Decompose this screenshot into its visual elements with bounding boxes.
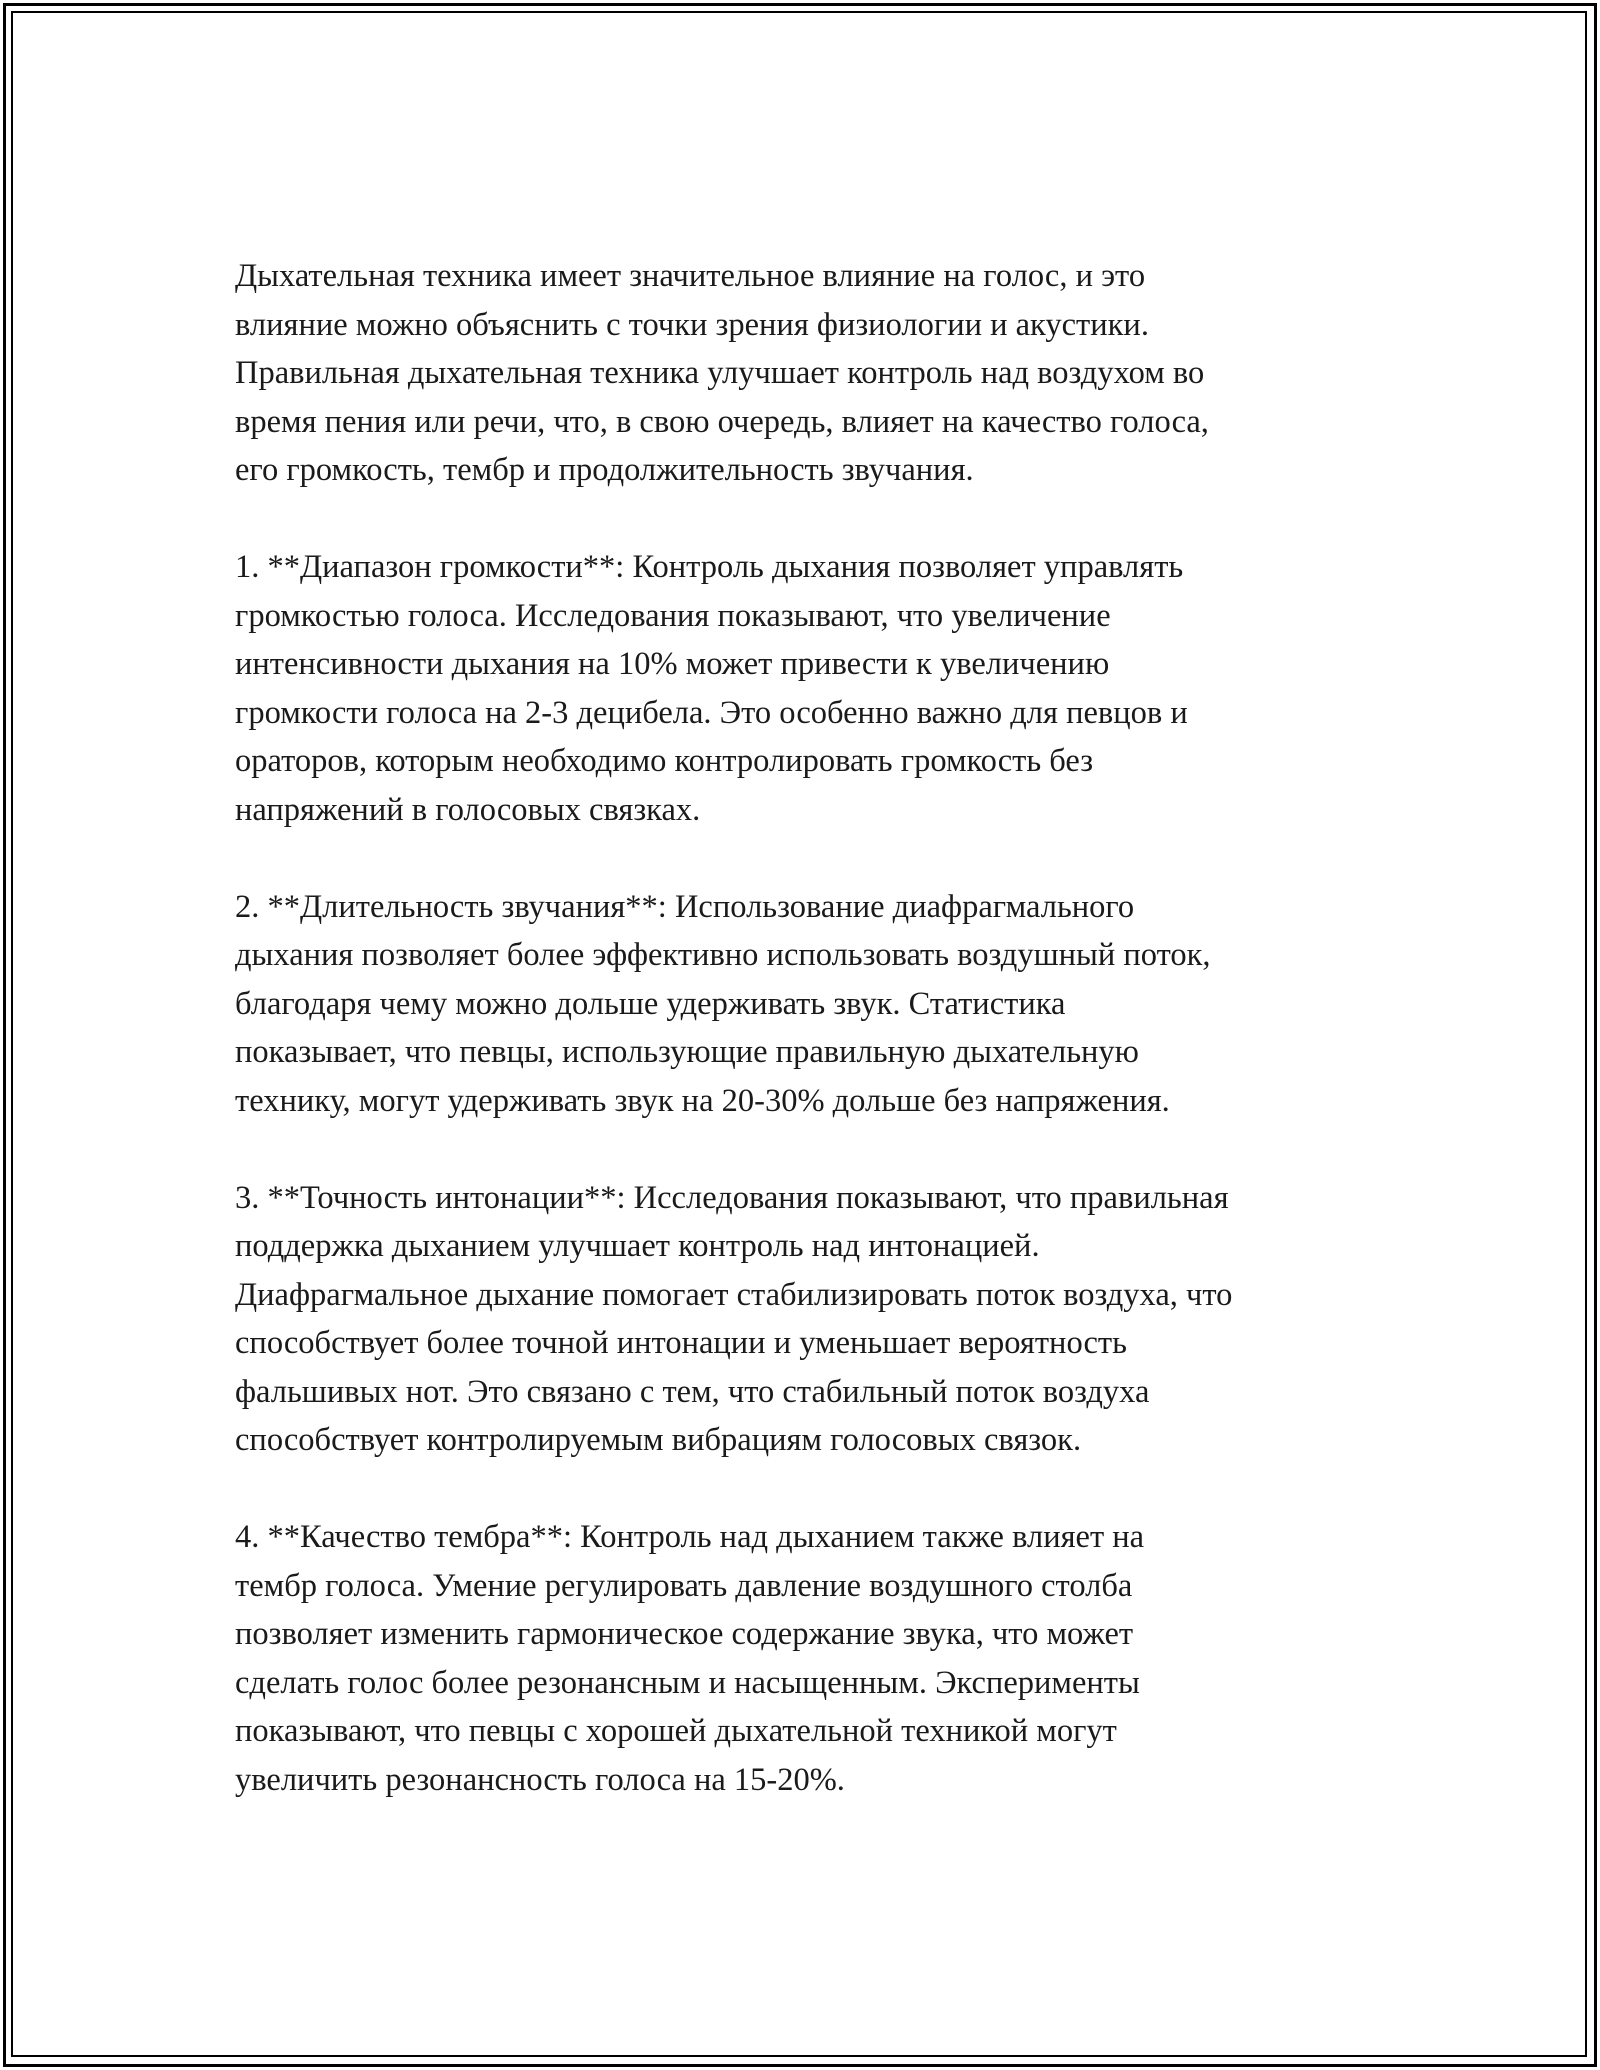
paragraph-timbre-quality: 4. **Качество тембра**: Контроль над дыханием также влияет на тембр голоса. Умение регулировать давление воздушного столба позволяет изменить гармоническое содержание звука, что может сделать голос более резонансным и насыщенным. Эксперименты показывают, что певцы с хорошей дыхательной техникой могут увеличить резонансность голоса на 15-20%. [235, 1519, 1145, 1798]
paragraph-volume-range: 1. **Диапазон громкости**: Контроль дыхания позволяет управлять громкостью голоса. Исследования показывают, что увеличение интенсивности дыхания на 10% может привести к увеличению громкости голоса на 2-3 децибела. Это особенно важно для певцов и ораторов, которым необходимо контролировать громкость без напряжений в голосовых связках. [235, 549, 1188, 828]
paragraph-sound-duration: 2. **Длительность звучания**: Использование диафрагмального дыхания позволяет более эффективно использовать воздушный поток, благодаря чему можно дольше удерживать звук. Статистика показывает, что певцы, использующие правильную дыхательную технику, могут удерживать звук на 20-30% дольше без напряжения. [235, 888, 1211, 1119]
intro-paragraph: Дыхательная техника имеет значительное влияние на голос, и это влияние можно объяснить с точки зрения физиологии и акустики. Правильная дыхательная техника улучшает контроль над воздухом во время пения или речи, что, в свою очередь, влияет на качество голоса, его громкость, тембр и продолжительность звучания. [235, 258, 1209, 488]
document-body [235, 252, 1395, 1853]
paragraph-intonation-accuracy: 3. **Точность интонации**: Исследования показывают, что правильная поддержка дыханием улучшает контроль над интонацией. Диафрагмальное дыхание помогает стабилизировать поток воздуха, что способствует более точной интонации и уменьшает вероятность фальшивых нот. Это связано с тем, что стабильный поток воздуха способствует контролируемым вибрациям голосовых связок. [235, 1179, 1233, 1458]
